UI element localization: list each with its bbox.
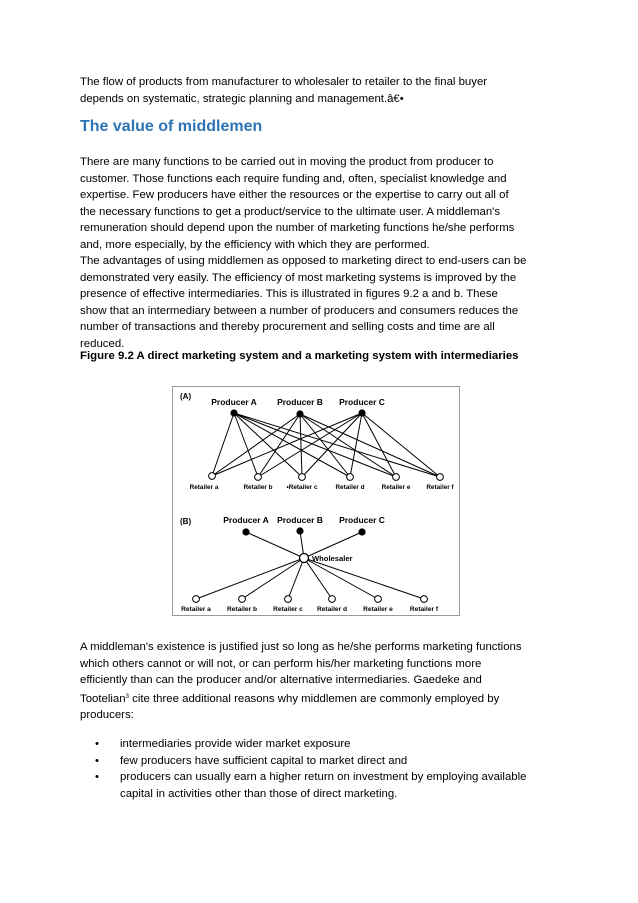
producer-label: Producer A (223, 515, 269, 525)
list-item (80, 769, 565, 802)
text-line: reduced. (80, 337, 125, 350)
connection-line (304, 558, 378, 599)
connection-line (350, 413, 362, 477)
producer-node (296, 527, 303, 534)
text-line: expertise. Few producers have either the resources or the expertise to carry out all of (80, 189, 509, 202)
text-fragment: cite three additional reasons why middlemen are commonly employed by (128, 692, 500, 705)
part-b-tag: (B) (180, 517, 192, 526)
advantages-paragraph (80, 253, 565, 353)
author-name: Tootelian (80, 692, 126, 705)
connection-line (300, 414, 302, 477)
producer-node (230, 409, 237, 416)
bullet-icon: • (95, 771, 99, 784)
retailer-node (285, 596, 292, 603)
text-line: The flow of products from manufacturer to wholesaler to retailer to the final buyer (80, 76, 488, 88)
retailer-node (255, 474, 262, 481)
connection-line (304, 558, 424, 599)
retailer-label: Retailer b (243, 484, 273, 491)
producer-label: Producer C (339, 515, 385, 525)
wholesaler-node (300, 554, 309, 563)
producer-label: Producer B (277, 397, 323, 407)
producer-node (358, 528, 365, 535)
retailer-node (329, 596, 336, 603)
text-line: the necessary functions to get a product/service to the ultimate user. A middleman's (80, 205, 501, 218)
text-line: show that an intermediary between a number of producers and consumers reduces the (80, 304, 519, 317)
retailer-node (421, 596, 428, 603)
connection-line (196, 558, 304, 599)
producer-label: Producer C (339, 397, 385, 407)
text-line (80, 689, 565, 708)
retailer-node (437, 474, 444, 481)
text-line: producers: (80, 709, 134, 722)
text-line: A middleman's existence is justified just so long as he/she performs marketing functions (80, 641, 522, 653)
connection-line (362, 413, 396, 477)
producer-node (358, 409, 365, 416)
retailer-label: Retailer c (273, 606, 303, 613)
marketing-system-figure (172, 386, 460, 616)
functions-paragraph (80, 154, 565, 254)
list-item (80, 736, 565, 753)
producer-label: Producer B (277, 515, 323, 525)
text-line: efficiently than can the producer and/or alternative intermediaries. Gaedeke and (80, 674, 482, 687)
text-line: customer. Those functions each require funding and, often, specialist knowledge and (80, 172, 507, 185)
list-item (80, 753, 565, 770)
connection-line (362, 413, 440, 477)
producer-label: Producer A (211, 397, 257, 407)
section-heading: The value of middlemen (80, 118, 263, 135)
wholesaler-label: Wholesaler (312, 554, 353, 563)
text-line: The advantages of using middlemen as opposed to marketing direct to end-users can be (80, 255, 527, 267)
retailer-label: Retailer d (316, 606, 348, 613)
connection-line (304, 558, 332, 599)
retailer-label: Retailer e (381, 484, 411, 491)
connection-line (234, 413, 258, 477)
connection-line (234, 413, 396, 477)
text-line: and, more especially, by the efficiency with which they are performed. (80, 238, 430, 251)
text-line: intermediaries provide wider market exposure (120, 738, 351, 750)
retailer-node (375, 596, 382, 603)
text-line: There are many functions to be carried out in moving the product from producer to (80, 156, 494, 168)
retailer-label: Retailer e (363, 606, 393, 613)
text-line: capital in activities other than those of direct marketing. (120, 787, 398, 800)
middleman-paragraph (80, 639, 565, 724)
retailer-label: Retailer f (426, 484, 454, 491)
bullet-icon: • (95, 738, 99, 750)
text-line: number of transactions and thereby procurement and selling costs and time are all (80, 321, 495, 334)
retailer-label: Retailer a (189, 484, 219, 491)
figure-caption: Figure 9.2 A direct marketing system and a marketing system with intermediaries (80, 350, 519, 362)
text-line: producers can usually earn a higher return on investment by employing available (120, 771, 527, 784)
retailer-label: Retailer d (335, 484, 365, 491)
retailer-node (347, 474, 354, 481)
text-line: remuneration should depend upon the number of marketing functions he/she performs (80, 222, 515, 235)
retailer-label: Retailer b (226, 606, 258, 613)
reasons-list (80, 736, 565, 802)
retailer-node (299, 474, 306, 481)
producer-node (242, 528, 249, 535)
text-line: presence of effective intermediaries. This is illustrated in figures 9.2 a and b. These (80, 288, 498, 301)
text-line: demonstrated very easily. The efficiency of most marketing systems is improved by the (80, 271, 517, 284)
connection-line (246, 532, 304, 558)
retailer-label: Retailer f (409, 606, 439, 613)
retailer-label: Retailer a (181, 606, 211, 613)
text-line: depends on systematic, strategic planning and management.â€• (80, 92, 404, 105)
bullet-icon: • (95, 754, 99, 767)
producer-node (296, 410, 303, 417)
connection-line (300, 414, 440, 477)
connection-line (300, 414, 350, 477)
retailer-node (393, 474, 400, 481)
retailer-node (239, 596, 246, 603)
connection-line (212, 413, 234, 476)
text-line: few producers have sufficient capital to market direct and (120, 754, 408, 767)
retailer-node (193, 596, 200, 603)
connection-line (300, 414, 396, 477)
figure-diagram (172, 386, 460, 616)
retailer-label: •Retailer c (286, 484, 318, 491)
retailer-node (209, 473, 216, 480)
footnote-ref: 3 (125, 693, 129, 700)
part-a-tag: (A) (180, 392, 192, 401)
text-line: which others cannot or will not, or can perform his/her marketing functions more (80, 657, 482, 670)
intro-paragraph (80, 74, 565, 107)
connection-line (288, 558, 304, 599)
connection-line (212, 413, 362, 476)
